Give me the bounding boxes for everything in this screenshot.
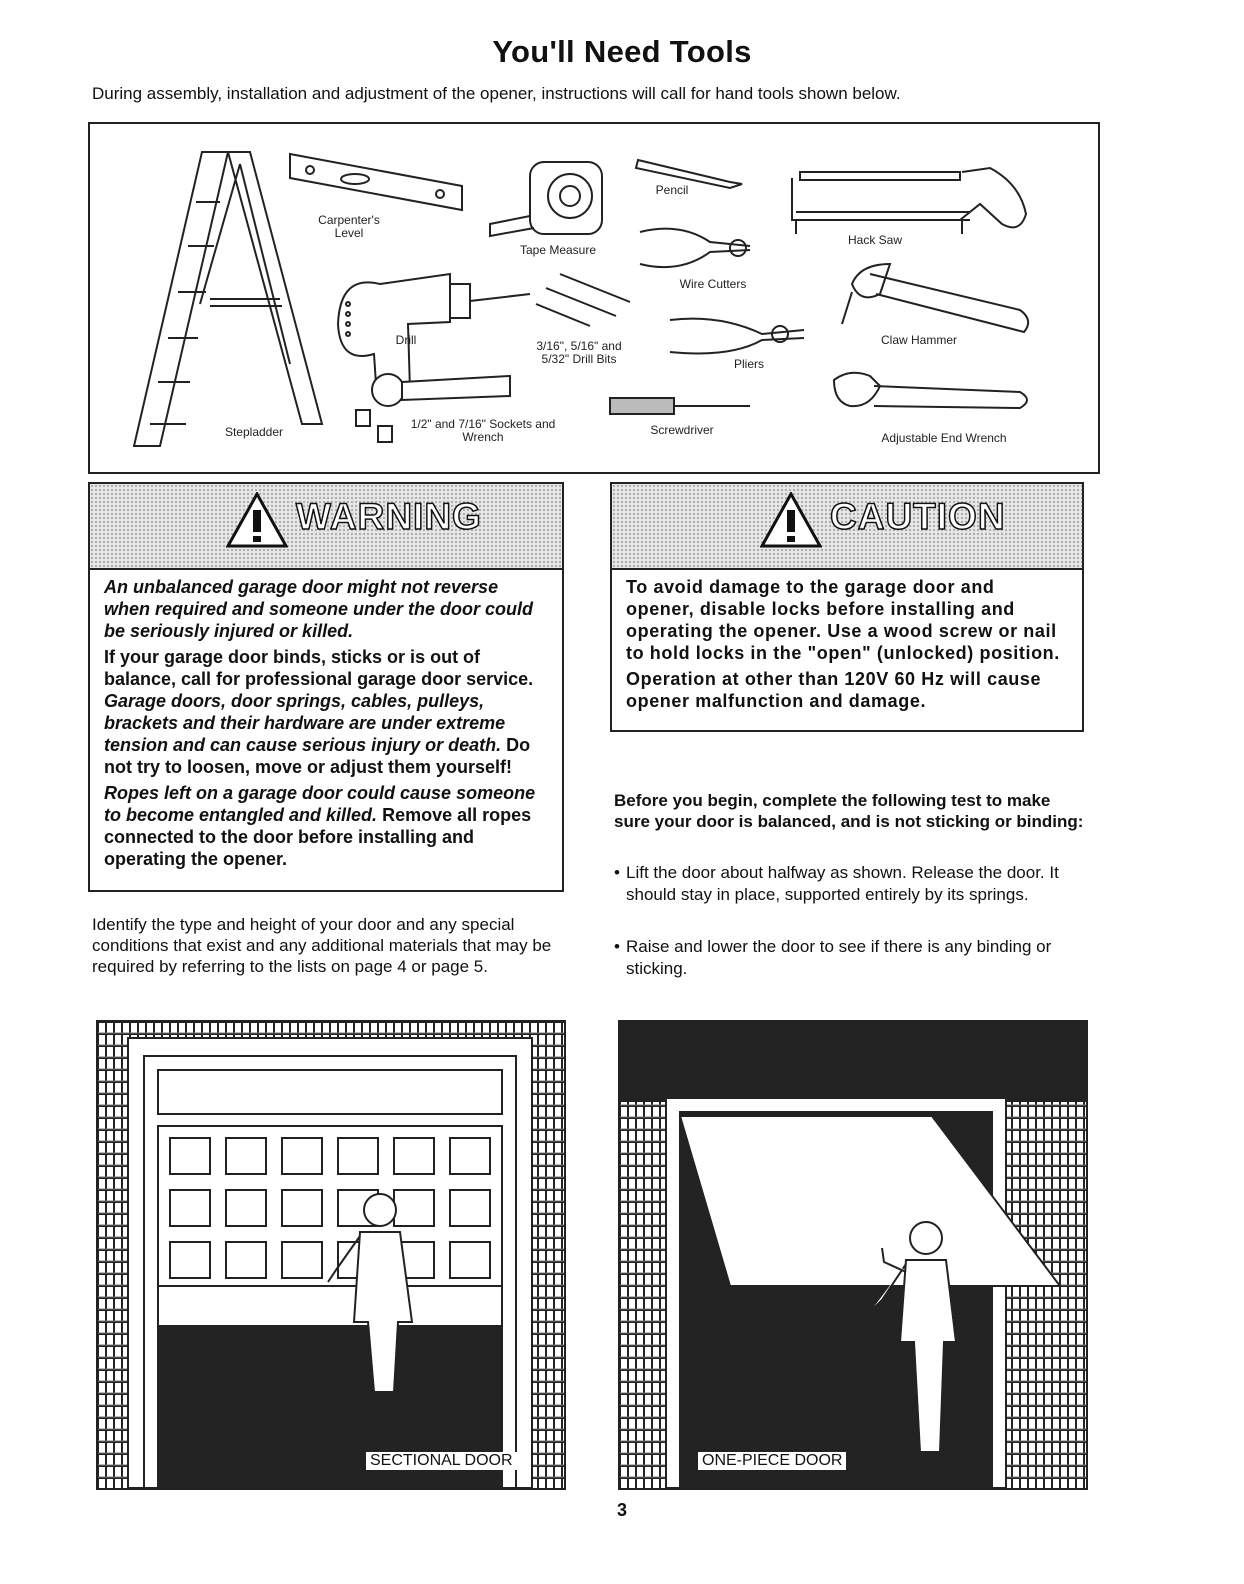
tool-label-pencil: Pencil bbox=[655, 183, 689, 197]
warning-p3: Ropes left on a garage door could cause someone to become entangled and killed. Remove all ropes connected to the door before installing and operating the opener. bbox=[104, 783, 536, 869]
stepladder-icon bbox=[134, 152, 322, 446]
tool-label-drill: Drill bbox=[395, 333, 417, 347]
caption-sectional: SECTIONAL DOOR bbox=[366, 1452, 517, 1470]
level-icon bbox=[290, 154, 462, 210]
tool-label-endwrench: Adjustable End Wrench bbox=[881, 431, 1007, 445]
caution-p2: Operation at other than 120V 60 Hz will cause opener malfunction and damage. bbox=[626, 669, 1042, 711]
tool-label-screwdriver: Screwdriver bbox=[650, 423, 714, 437]
caption-onepiece: ONE-PIECE DOOR bbox=[698, 1452, 846, 1470]
caution-heading: CAUTION bbox=[830, 496, 1006, 537]
caution-box bbox=[610, 482, 1084, 732]
tool-label-bits: 3/16", 5/16" and 5/32" Drill Bits bbox=[536, 339, 622, 366]
warning-heading: WARNING bbox=[296, 496, 482, 537]
caution-p1: To avoid damage to the garage door and opener, disable locks before installing and operating the opener. Use a wood screw or nail to hold locks in the "open" (unlocked) position. bbox=[626, 577, 1060, 663]
before-text: Before you begin, complete the following test to make sure your door is balanced, and is not sticking or binding: bbox=[614, 791, 1084, 831]
tool-label-stepladder: Stepladder bbox=[224, 425, 284, 439]
warning-box bbox=[88, 482, 564, 892]
warning-header bbox=[90, 484, 562, 570]
tool-label-sockets: 1/2" and 7/16" Sockets and Wrench bbox=[410, 417, 556, 444]
bullet-2: • Raise and lower the door to see if there is any binding or sticking. bbox=[614, 937, 1052, 978]
page-number: 3 bbox=[616, 1500, 627, 1520]
tool-label-pliers: Pliers bbox=[733, 357, 764, 371]
tool-label-level: Carpenter's Level bbox=[318, 213, 380, 240]
bullet-1: • Lift the door about halfway as shown. Release the door. It should stay in place, supported entirely by its springs. bbox=[614, 863, 1059, 904]
adjustable-wrench-icon bbox=[834, 373, 1027, 408]
intro-text: During assembly, installation and adjustment of the opener, instructions will call for hand tools shown below. bbox=[92, 84, 901, 103]
pliers-icon bbox=[670, 319, 804, 354]
tools-figure bbox=[88, 122, 1100, 474]
sectional-door-figure bbox=[96, 1020, 566, 1490]
claw-hammer-icon bbox=[842, 264, 1028, 332]
caution-header bbox=[612, 484, 1082, 570]
tool-label-wirecutters: Wire Cutters bbox=[679, 277, 747, 291]
wire-cutters-icon bbox=[640, 229, 750, 267]
screwdriver-icon bbox=[610, 398, 750, 414]
tape-measure-icon bbox=[490, 162, 602, 236]
warning-p2: If your garage door binds, sticks or is out of balance, call for professional garage door service. Garage doors, door springs, cables, pulleys, brackets and their hardware are under extreme tension and can cause serious injury or death. Do not try to loosen, move or adjust them yourself! bbox=[104, 647, 534, 777]
one-piece-door-figure bbox=[618, 1020, 1088, 1490]
hacksaw-icon bbox=[792, 168, 1026, 234]
identify-text: Identify the type and height of your door and any special conditions that exist and any additional materials that may be required by referring to the lists on page 4 or page 5. bbox=[92, 915, 552, 976]
warning-triangle-icon bbox=[226, 492, 288, 550]
drill-icon bbox=[338, 274, 530, 390]
tool-label-hammer: Claw Hammer bbox=[880, 333, 957, 347]
tool-label-tape: Tape Measure bbox=[519, 243, 597, 257]
caution-triangle-icon bbox=[760, 492, 822, 550]
page-title: You'll Need Tools bbox=[492, 34, 752, 69]
tool-label-hacksaw: Hack Saw bbox=[847, 233, 903, 247]
warning-p1: An unbalanced garage door might not reverse when required and someone under the door could be seriously injured or killed. bbox=[104, 577, 534, 641]
drill-bits-icon bbox=[536, 274, 630, 326]
